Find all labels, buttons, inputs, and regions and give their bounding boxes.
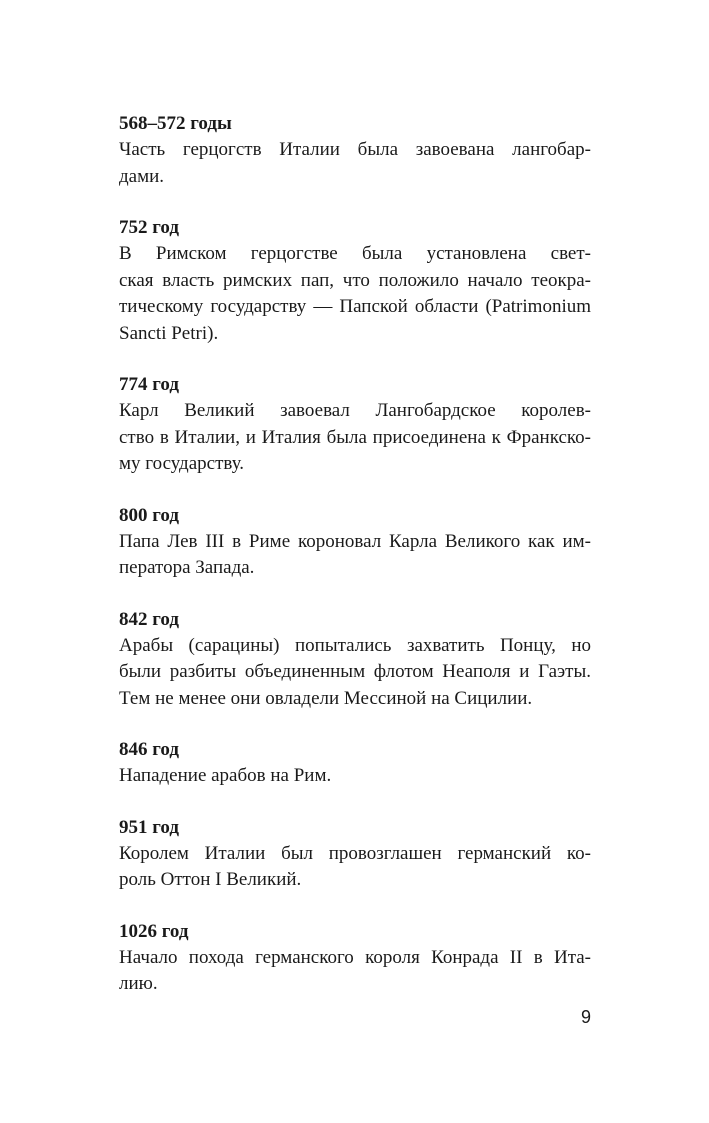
- chronology-entry: [119, 111, 591, 190]
- entry-text: [119, 945, 591, 998]
- text-line: ство в Италии, и Италия была присоединена к Франкско-: [119, 426, 591, 448]
- chronology-entry: [119, 607, 591, 713]
- text-line: Арабы (сарацины) попытались захватить Понцу, но: [119, 634, 591, 656]
- text-line: Папа Лев III в Риме короновал Карла Великого как им-: [119, 530, 591, 552]
- page-number: 9: [580, 1007, 591, 1027]
- chronology-entry: [119, 215, 591, 347]
- chronology-entry: [119, 919, 591, 998]
- entry-text: [119, 398, 591, 478]
- page-content: [119, 111, 591, 1023]
- entry-text: [119, 241, 591, 347]
- entry-year: 752 год: [119, 217, 179, 238]
- text-line: тическому государству — Папской области (Patrimonium: [119, 296, 591, 317]
- text-line: Королем Италии был провозглашен германский ко-: [119, 842, 591, 864]
- text-line: были разбиты объединенным флотом Неаполя и Гаэты.: [119, 661, 591, 682]
- text-line: му государству.: [119, 453, 245, 474]
- text-line: дами.: [119, 165, 165, 187]
- text-line: Карл Великий завоевал Лангобардское королев-: [119, 400, 591, 421]
- entry-year: 800 год: [119, 504, 179, 526]
- text-line: Sancti Petri).: [119, 322, 219, 344]
- chronology-entry: [119, 737, 591, 790]
- entry-year: 774 год: [119, 374, 179, 395]
- entry-year: 568–572 годы: [119, 113, 232, 134]
- text-line: лию.: [119, 973, 158, 994]
- entry-year: 1026 год: [119, 920, 189, 942]
- entry-year: 846 год: [119, 739, 179, 760]
- entry-text: [119, 633, 591, 713]
- entry-text: [119, 529, 591, 582]
- text-line: Тем не менее они овладели Мессиной на Сицилии.: [119, 687, 533, 709]
- entry-text: [119, 137, 591, 190]
- text-line: ператора Запада.: [119, 557, 255, 578]
- text-line: Нападение арабов на Рим.: [119, 765, 332, 786]
- entry-year: 951 год: [119, 816, 179, 838]
- entry-text: [119, 841, 591, 894]
- text-line: В Римском герцогстве была установлена свет-: [119, 243, 591, 264]
- text-line: Часть герцогств Италии была завоевана лангобар-: [119, 139, 591, 160]
- text-line: ская власть римских пап, что положило начало теокра-: [119, 269, 591, 291]
- text-line: роль Оттон I Великий.: [119, 869, 302, 890]
- entry-year: 842 год: [119, 608, 179, 630]
- text-line: Начало похода германского короля Конрада II в Ита-: [119, 946, 591, 968]
- entry-text: [119, 763, 591, 790]
- chronology-entry: [119, 372, 591, 478]
- chronology-entry: [119, 815, 591, 894]
- chronology-entry: [119, 503, 591, 582]
